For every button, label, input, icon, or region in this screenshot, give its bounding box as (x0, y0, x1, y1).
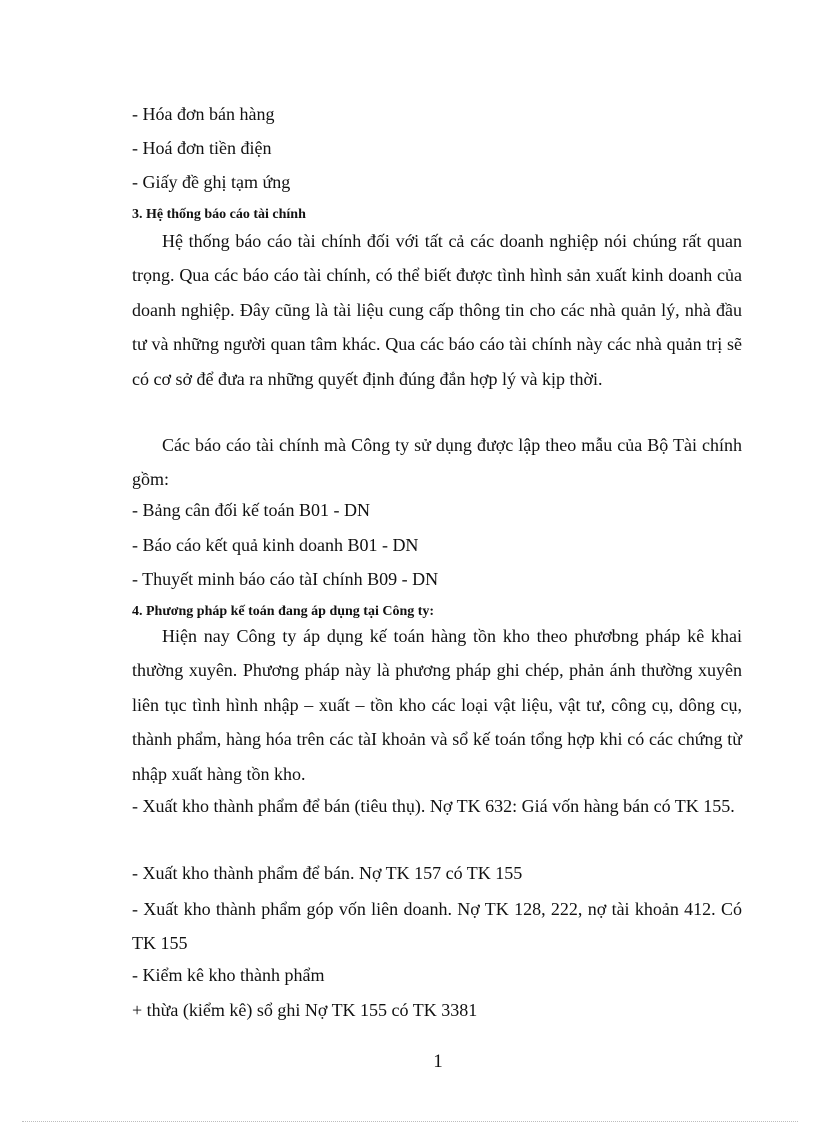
list-item: + thừa (kiểm kê) sổ ghi Nợ TK 155 có TK 3381 (132, 1000, 478, 1020)
section-heading: 3. Hệ thống báo cáo tài chính (132, 207, 306, 222)
list-item: - Thuyết minh báo cáo tàI chính B09 - DN (132, 569, 439, 589)
list-item: - Kiểm kê kho thành phẩm (132, 965, 325, 985)
paragraph: Các báo cáo tài chính mà Công ty sử dụng được lập theo mẫu của Bộ Tài chính gồm: (132, 435, 742, 490)
list-item: - Giấy đề ghị tạm ứng (132, 172, 291, 192)
paragraph: Hiện nay Công ty áp dụng kế toán hàng tồn kho theo phươbng pháp kê khai thường xuyên. Phương pháp này là phương pháp ghi chép, phản ánh thường xuyên liên tục tình hình nhập – xuất – tồn kho các loại vật liệu, vật tư, công cụ, dông cụ, thành phẩm, hàng hóa trên các tàI khoản và sổ kế toán tổng hợp khi có các chứng từ nhập xuất hàng tồn kho. (132, 626, 742, 784)
paragraph: Hệ thống báo cáo tài chính đối với tất cả các doanh nghiệp nói chúng rất quan trọng. Qua các báo cáo tài chính, có thể biết được tình hình sản xuất kinh doanh của doanh nghiệp. Đây cũng là tài liệu cung cấp thông tin cho các nhà quản lý, nhà đầu tư và những người quan tâm khác. Qua các báo cáo tài chính này các nhà quản trị sẽ có cơ sở để đưa ra những quyết định đúng đắn hợp lý và kịp thời. (132, 231, 742, 389)
list-item: - Hoá đơn tiền điện (132, 138, 272, 158)
footer-divider (22, 1121, 798, 1122)
page-number: 1 (433, 1051, 443, 1072)
list-item: - Bảng cân đối kế toán B01 - DN (132, 500, 370, 520)
section-heading: 4. Phương pháp kế toán đang áp dụng tại Công ty: (132, 604, 435, 619)
paragraph: - Xuất kho thành phẩm góp vốn liên doanh. Nợ TK 128, 222, nợ tài khoản 412. Có TK 155 (132, 899, 742, 954)
list-item: - Hóa đơn bán hàng (132, 104, 275, 124)
list-item: - Xuất kho thành phẩm để bán. Nợ TK 157 có TK 155 (132, 863, 523, 883)
paragraph: - Xuất kho thành phẩm để bán (tiêu thụ). Nợ TK 632: Giá vốn hàng bán có TK 155. (132, 796, 735, 816)
list-item: - Báo cáo kết quả kinh doanh B01 - DN (132, 535, 419, 555)
